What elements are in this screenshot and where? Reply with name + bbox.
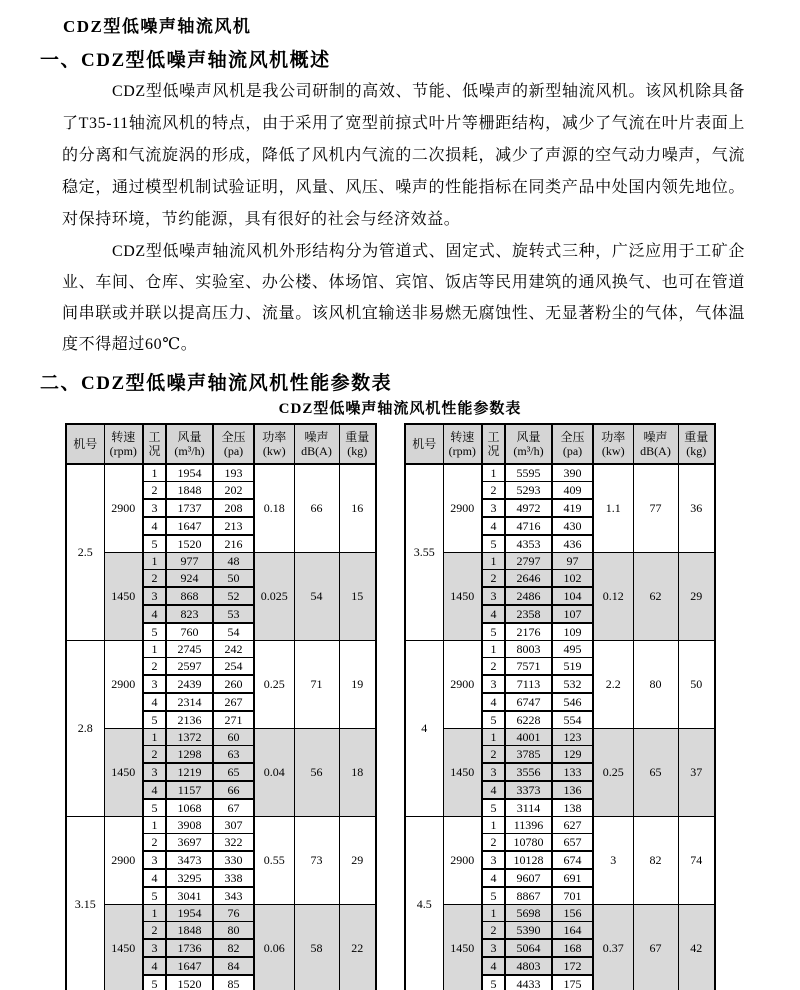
rpm-cell: 1450 — [443, 553, 482, 641]
airflow-cell: 10128 — [505, 851, 552, 869]
condition-cell: 2 — [482, 482, 505, 500]
airflow-cell: 1848 — [166, 482, 213, 500]
airflow-cell: 1736 — [166, 939, 213, 957]
model-cell: 4 — [405, 641, 443, 817]
airflow-cell: 1520 — [166, 535, 213, 553]
performance-table-left — [65, 423, 377, 990]
header-cell: 全压 (pa) — [213, 424, 254, 464]
pressure-cell: 50 — [213, 570, 254, 588]
model-cell: 3.15 — [66, 817, 104, 990]
pressure-cell: 409 — [552, 482, 593, 500]
header-cell: 重量 (kg) — [339, 424, 376, 464]
condition-cell: 3 — [143, 587, 166, 605]
airflow-cell: 924 — [166, 570, 213, 588]
pressure-cell: 213 — [213, 517, 254, 535]
pressure-cell: 107 — [552, 605, 593, 623]
model-cell: 4.5 — [405, 817, 443, 990]
rpm-cell: 1450 — [443, 729, 482, 817]
airflow-cell: 9607 — [505, 869, 552, 887]
condition-cell: 1 — [482, 817, 505, 834]
header-cell: 转速 (rpm) — [104, 424, 143, 464]
airflow-cell: 1647 — [166, 957, 213, 975]
condition-cell: 3 — [482, 939, 505, 957]
pressure-cell: 172 — [552, 957, 593, 975]
header-cell: 工 况 — [482, 424, 505, 464]
noise-cell: 73 — [294, 817, 339, 905]
condition-cell: 4 — [482, 693, 505, 711]
weight-cell: 74 — [678, 817, 715, 905]
rpm-cell: 2900 — [443, 817, 482, 905]
airflow-cell: 3785 — [505, 746, 552, 764]
condition-cell: 4 — [143, 517, 166, 535]
condition-cell: 5 — [482, 535, 505, 553]
pressure-cell: 53 — [213, 605, 254, 623]
weight-cell: 42 — [678, 905, 715, 990]
condition-cell: 5 — [482, 887, 505, 905]
airflow-cell: 4972 — [505, 499, 552, 517]
airflow-cell: 2745 — [166, 641, 213, 658]
rpm-cell: 1450 — [104, 905, 143, 990]
airflow-cell: 1737 — [166, 499, 213, 517]
pressure-cell: 674 — [552, 851, 593, 869]
pressure-cell: 63 — [213, 746, 254, 764]
condition-cell: 5 — [482, 711, 505, 729]
rpm-cell: 1450 — [104, 553, 143, 641]
pressure-cell: 657 — [552, 834, 593, 852]
airflow-cell: 4433 — [505, 975, 552, 990]
header-cell: 噪声 dB(A) — [294, 424, 339, 464]
condition-cell: 3 — [482, 675, 505, 693]
condition-cell: 5 — [143, 535, 166, 553]
pressure-cell: 104 — [552, 587, 593, 605]
condition-cell: 1 — [143, 729, 166, 746]
pressure-cell: 546 — [552, 693, 593, 711]
performance-table-right — [404, 423, 716, 990]
pressure-cell: 267 — [213, 693, 254, 711]
condition-cell: 4 — [482, 869, 505, 887]
power-cell: 0.04 — [254, 729, 294, 817]
airflow-cell: 3473 — [166, 851, 213, 869]
airflow-cell: 868 — [166, 587, 213, 605]
condition-cell: 3 — [143, 939, 166, 957]
condition-cell: 4 — [143, 605, 166, 623]
model-cell: 2.5 — [66, 464, 104, 641]
pressure-cell: 495 — [552, 641, 593, 658]
condition-cell: 3 — [482, 499, 505, 517]
pressure-cell: 67 — [213, 799, 254, 817]
power-cell: 0.025 — [254, 553, 294, 641]
pressure-cell: 60 — [213, 729, 254, 746]
airflow-cell: 1954 — [166, 464, 213, 482]
rpm-cell: 2900 — [104, 817, 143, 905]
power-cell: 1.1 — [593, 464, 633, 553]
condition-cell: 5 — [143, 711, 166, 729]
header-cell: 风量 (m³/h) — [166, 424, 213, 464]
pressure-cell: 168 — [552, 939, 593, 957]
condition-cell: 2 — [482, 922, 505, 940]
airflow-cell: 4716 — [505, 517, 552, 535]
pressure-cell: 164 — [552, 922, 593, 940]
condition-cell: 2 — [143, 570, 166, 588]
airflow-cell: 2646 — [505, 570, 552, 588]
condition-cell: 3 — [143, 499, 166, 517]
pressure-cell: 80 — [213, 922, 254, 940]
power-cell: 0.25 — [254, 641, 294, 729]
condition-cell: 4 — [143, 957, 166, 975]
airflow-cell: 6747 — [505, 693, 552, 711]
condition-cell: 2 — [143, 746, 166, 764]
pressure-cell: 260 — [213, 675, 254, 693]
airflow-cell: 5064 — [505, 939, 552, 957]
airflow-cell: 5390 — [505, 922, 552, 940]
condition-cell: 4 — [482, 605, 505, 623]
header-cell: 工 况 — [143, 424, 166, 464]
rpm-cell: 1450 — [443, 905, 482, 990]
power-cell: 3 — [593, 817, 633, 905]
header-cell: 功率 (kw) — [254, 424, 294, 464]
pressure-cell: 254 — [213, 658, 254, 676]
weight-cell: 37 — [678, 729, 715, 817]
power-cell: 0.06 — [254, 905, 294, 990]
table-caption: CDZ型低噪声轴流风机性能参数表 — [278, 401, 522, 417]
airflow-cell: 3556 — [505, 763, 552, 781]
pressure-cell: 193 — [213, 464, 254, 482]
header-cell: 全压 (pa) — [552, 424, 593, 464]
weight-cell: 50 — [678, 641, 715, 729]
pressure-cell: 84 — [213, 957, 254, 975]
pressure-cell: 390 — [552, 464, 593, 482]
pressure-cell: 271 — [213, 711, 254, 729]
model-cell: 2.8 — [66, 641, 104, 817]
condition-cell: 1 — [143, 464, 166, 482]
condition-cell: 1 — [143, 905, 166, 922]
pressure-cell: 82 — [213, 939, 254, 957]
rpm-cell: 2900 — [104, 641, 143, 729]
header-cell: 重量 (kg) — [678, 424, 715, 464]
airflow-cell: 11396 — [505, 817, 552, 834]
pressure-cell: 97 — [552, 553, 593, 570]
condition-cell: 4 — [482, 781, 505, 799]
rpm-cell: 1450 — [104, 729, 143, 817]
condition-cell: 2 — [482, 746, 505, 764]
pressure-cell: 627 — [552, 817, 593, 834]
header-cell: 噪声 dB(A) — [633, 424, 678, 464]
pressure-cell: 554 — [552, 711, 593, 729]
condition-cell: 5 — [143, 799, 166, 817]
noise-cell: 56 — [294, 729, 339, 817]
condition-cell: 1 — [143, 553, 166, 570]
pressure-cell: 338 — [213, 869, 254, 887]
airflow-cell: 977 — [166, 553, 213, 570]
pressure-cell: 691 — [552, 869, 593, 887]
pressure-cell: 430 — [552, 517, 593, 535]
airflow-cell: 2439 — [166, 675, 213, 693]
power-cell: 0.18 — [254, 464, 294, 553]
rpm-cell: 2900 — [443, 641, 482, 729]
condition-cell: 5 — [482, 623, 505, 641]
condition-cell: 4 — [482, 957, 505, 975]
condition-cell: 3 — [482, 763, 505, 781]
condition-cell: 3 — [143, 675, 166, 693]
airflow-cell: 1520 — [166, 975, 213, 990]
pressure-cell: 208 — [213, 499, 254, 517]
weight-cell: 22 — [339, 905, 376, 990]
weight-cell: 16 — [339, 464, 376, 553]
condition-cell: 2 — [143, 482, 166, 500]
pressure-cell: 419 — [552, 499, 593, 517]
airflow-cell: 4353 — [505, 535, 552, 553]
airflow-cell: 3373 — [505, 781, 552, 799]
weight-cell: 18 — [339, 729, 376, 817]
noise-cell: 62 — [633, 553, 678, 641]
pressure-cell: 322 — [213, 834, 254, 852]
airflow-cell: 8867 — [505, 887, 552, 905]
pressure-cell: 109 — [552, 623, 593, 641]
noise-cell: 82 — [633, 817, 678, 905]
pressure-cell: 65 — [213, 763, 254, 781]
airflow-cell: 3114 — [505, 799, 552, 817]
pressure-cell: 48 — [213, 553, 254, 570]
section-heading-overview: 一、CDZ型低噪声轴流风机概述 — [40, 50, 331, 71]
condition-cell: 2 — [482, 834, 505, 852]
pressure-cell: 133 — [552, 763, 593, 781]
airflow-cell: 2358 — [505, 605, 552, 623]
airflow-cell: 760 — [166, 623, 213, 641]
airflow-cell: 8003 — [505, 641, 552, 658]
airflow-cell: 1848 — [166, 922, 213, 940]
airflow-cell: 3295 — [166, 869, 213, 887]
weight-cell: 29 — [678, 553, 715, 641]
noise-cell: 77 — [633, 464, 678, 553]
pressure-cell: 175 — [552, 975, 593, 990]
airflow-cell: 3041 — [166, 887, 213, 905]
condition-cell: 1 — [482, 464, 505, 482]
airflow-cell: 1647 — [166, 517, 213, 535]
pressure-cell: 52 — [213, 587, 254, 605]
condition-cell: 5 — [482, 799, 505, 817]
pressure-cell: 123 — [552, 729, 593, 746]
condition-cell: 3 — [482, 587, 505, 605]
airflow-cell: 2314 — [166, 693, 213, 711]
pressure-cell: 307 — [213, 817, 254, 834]
airflow-cell: 7113 — [505, 675, 552, 693]
condition-cell: 5 — [143, 623, 166, 641]
airflow-cell: 1298 — [166, 746, 213, 764]
airflow-cell: 2797 — [505, 553, 552, 570]
header-cell: 机号 — [405, 424, 443, 464]
pressure-cell: 102 — [552, 570, 593, 588]
condition-cell: 1 — [143, 817, 166, 834]
condition-cell: 1 — [143, 641, 166, 658]
condition-cell: 2 — [143, 834, 166, 852]
noise-cell: 65 — [633, 729, 678, 817]
pressure-cell: 85 — [213, 975, 254, 990]
condition-cell: 2 — [482, 658, 505, 676]
airflow-cell: 3908 — [166, 817, 213, 834]
overview-paragraph-1: CDZ型低噪声风机是我公司研制的高效、节能、低噪声的新型轴流风机。该风机除具备了T35-11轴流风机的特点，由于采用了宽型前掠式叶片等栅距结构，减少了气流在叶片表面上的分离和气流旋涡的形成，降低了风机内气流的二次损耗，减少了声源的空气动力噪声，气流稳定，通过模型机制试验证明，风量、风压、噪声的性能指标在同类产品中处国内领先地位。对保持环境，节约能源，具有很好的社会与经济效益。 — [62, 83, 745, 228]
airflow-cell: 6228 — [505, 711, 552, 729]
condition-cell: 3 — [143, 851, 166, 869]
condition-cell: 1 — [482, 553, 505, 570]
pressure-cell: 54 — [213, 623, 254, 641]
pressure-cell: 156 — [552, 905, 593, 922]
pressure-cell: 66 — [213, 781, 254, 799]
power-cell: 0.37 — [593, 905, 633, 990]
airflow-cell: 2136 — [166, 711, 213, 729]
pressure-cell: 343 — [213, 887, 254, 905]
airflow-cell: 823 — [166, 605, 213, 623]
condition-cell: 4 — [143, 693, 166, 711]
pressure-cell: 76 — [213, 905, 254, 922]
weight-cell: 15 — [339, 553, 376, 641]
pressure-cell: 532 — [552, 675, 593, 693]
weight-cell: 19 — [339, 641, 376, 729]
condition-cell: 5 — [482, 975, 505, 990]
airflow-cell: 2176 — [505, 623, 552, 641]
power-cell: 0.25 — [593, 729, 633, 817]
header-cell: 功率 (kw) — [593, 424, 633, 464]
airflow-cell: 1157 — [166, 781, 213, 799]
header-cell: 机号 — [66, 424, 104, 464]
power-cell: 2.2 — [593, 641, 633, 729]
condition-cell: 1 — [482, 905, 505, 922]
pressure-cell: 436 — [552, 535, 593, 553]
pressure-cell: 242 — [213, 641, 254, 658]
pressure-cell: 330 — [213, 851, 254, 869]
noise-cell: 80 — [633, 641, 678, 729]
header-cell: 转速 (rpm) — [443, 424, 482, 464]
performance-tables — [65, 423, 800, 990]
overview-paragraph-2: CDZ型低噪声轴流风机外形结构分为管道式、固定式、旋转式三种，广泛应用于工矿企业、车间、仓库、实验室、办公楼、体场馆、宾馆、饭店等民用建筑的通风换气、也可在管道间串联或并联以提高压力、流量。该风机宜输送非易燃无腐蚀性、无显著粉尘的气体，气体温度不得超过60℃。 — [62, 243, 745, 353]
airflow-cell: 2486 — [505, 587, 552, 605]
power-cell: 0.55 — [254, 817, 294, 905]
pressure-cell: 129 — [552, 746, 593, 764]
noise-cell: 71 — [294, 641, 339, 729]
noise-cell: 58 — [294, 905, 339, 990]
condition-cell: 2 — [143, 922, 166, 940]
section-heading-parameters: 二、CDZ型低噪声轴流风机性能参数表 — [40, 373, 393, 394]
airflow-cell: 2597 — [166, 658, 213, 676]
noise-cell: 66 — [294, 464, 339, 553]
condition-cell: 2 — [143, 658, 166, 676]
pressure-cell: 202 — [213, 482, 254, 500]
weight-cell: 36 — [678, 464, 715, 553]
condition-cell: 2 — [482, 570, 505, 588]
condition-cell: 3 — [482, 851, 505, 869]
airflow-cell: 1219 — [166, 763, 213, 781]
airflow-cell: 10780 — [505, 834, 552, 852]
airflow-cell: 1068 — [166, 799, 213, 817]
airflow-cell: 5595 — [505, 464, 552, 482]
pressure-cell: 216 — [213, 535, 254, 553]
noise-cell: 67 — [633, 905, 678, 990]
airflow-cell: 4001 — [505, 729, 552, 746]
airflow-cell: 1372 — [166, 729, 213, 746]
condition-cell: 5 — [143, 887, 166, 905]
power-cell: 0.12 — [593, 553, 633, 641]
airflow-cell: 7571 — [505, 658, 552, 676]
airflow-cell: 5698 — [505, 905, 552, 922]
condition-cell: 4 — [482, 517, 505, 535]
condition-cell: 3 — [143, 763, 166, 781]
airflow-cell: 5293 — [505, 482, 552, 500]
condition-cell: 1 — [482, 729, 505, 746]
noise-cell: 54 — [294, 553, 339, 641]
condition-cell: 1 — [482, 641, 505, 658]
pressure-cell: 701 — [552, 887, 593, 905]
pressure-cell: 136 — [552, 781, 593, 799]
rpm-cell: 2900 — [443, 464, 482, 553]
condition-cell: 4 — [143, 869, 166, 887]
pressure-cell: 138 — [552, 799, 593, 817]
condition-cell: 4 — [143, 781, 166, 799]
header-cell: 风量 (m³/h) — [505, 424, 552, 464]
model-cell: 3.55 — [405, 464, 443, 641]
condition-cell: 5 — [143, 975, 166, 990]
rpm-cell: 2900 — [104, 464, 143, 553]
airflow-cell: 1954 — [166, 905, 213, 922]
page-title: CDZ型低噪声轴流风机 — [63, 17, 252, 36]
pressure-cell: 519 — [552, 658, 593, 676]
airflow-cell: 4803 — [505, 957, 552, 975]
weight-cell: 29 — [339, 817, 376, 905]
airflow-cell: 3697 — [166, 834, 213, 852]
